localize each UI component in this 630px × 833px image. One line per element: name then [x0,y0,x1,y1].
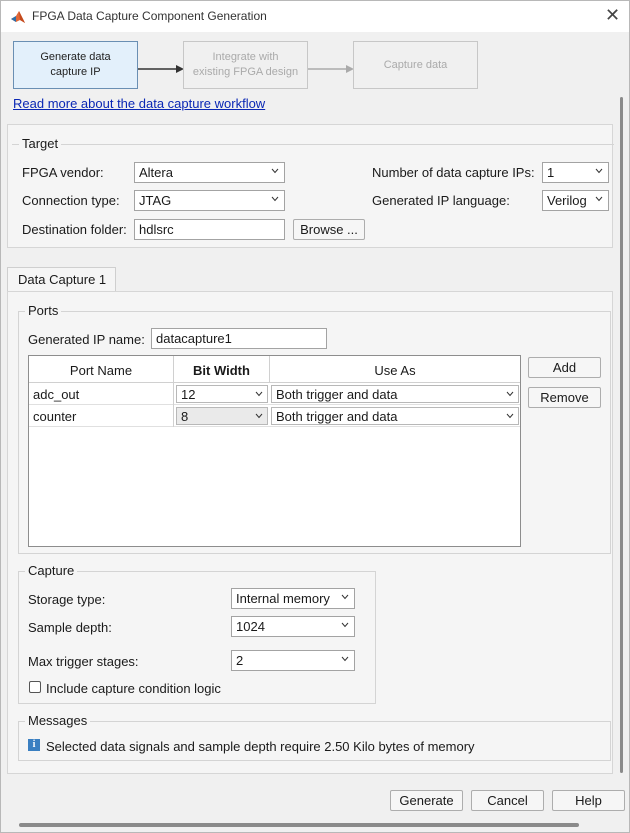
column-header-use-as[interactable]: Use As [270,356,520,383]
chevron-down-icon [506,412,514,420]
num-ips-dropdown[interactable] [542,162,609,183]
chevron-down-icon [255,390,263,398]
messages-text: Selected data signals and sample depth require 2.50 Kilo bytes of memory [46,739,475,754]
chevron-down-icon [341,621,349,629]
port-name-cell: counter [29,405,174,427]
workflow-help-link[interactable]: Read more about the data capture workflow [13,96,266,111]
ip-name-field[interactable]: datacapture1 [151,328,327,349]
connection-type-dropdown[interactable] [134,190,285,211]
target-group-label: Target [19,136,61,151]
use-as-value: Both trigger and data [276,387,398,402]
chevron-down-icon [341,655,349,663]
port-name-cell: adc_out [29,383,174,405]
storage-type-label: Storage type: [28,592,106,607]
messages-group-label: Messages [25,713,90,728]
num-ips-value: 1 [547,165,555,180]
connection-type-label: Connection type: [22,193,120,208]
cancel-button[interactable]: Cancel [471,790,544,811]
scrollbar-thumb[interactable] [620,97,623,773]
chevron-down-icon [271,167,279,175]
bit-width-dropdown[interactable] [176,407,268,425]
storage-type-dropdown[interactable] [231,588,355,609]
ip-language-label: Generated IP language: [372,193,510,208]
ip-language-dropdown[interactable] [542,190,609,211]
column-header-port-name[interactable]: Port Name [29,356,174,383]
max-trigger-dropdown[interactable] [231,650,355,671]
connection-type-value: JTAG [139,193,172,208]
workflow-area [1,32,619,124]
max-trigger-value: 2 [236,653,244,668]
info-icon: i [28,739,40,751]
bit-width-value: 12 [181,387,196,402]
sample-depth-label: Sample depth: [28,620,112,635]
arrow-right-icon [138,64,184,74]
title-bar [1,1,629,32]
ports-table [28,355,521,547]
chevron-down-icon [595,195,603,203]
target-panel [7,124,613,248]
vertical-scrollbar[interactable] [619,97,625,773]
fpga-vendor-dropdown[interactable] [134,162,285,183]
close-icon[interactable]: ✕ [605,5,621,25]
table-row[interactable] [29,383,520,405]
step-generate-ip: Generate data capture IP [13,41,138,89]
generate-button[interactable]: Generate [390,790,463,811]
destination-folder-field[interactable]: hdlsrc [134,219,285,240]
sample-depth-value: 1024 [236,619,265,634]
step-capture-data: Capture data [353,41,478,89]
max-trigger-label: Max trigger stages: [28,654,139,669]
matlab-logo-icon [10,9,26,25]
include-condition-label: Include capture condition logic [46,681,221,696]
fpga-vendor-value: Altera [139,165,173,180]
ip-language-value: Verilog [547,193,587,208]
destination-folder-label: Destination folder: [22,222,127,237]
window-title: FPGA Data Capture Component Generation [32,9,267,23]
chevron-down-icon [341,593,349,601]
chevron-down-icon [255,412,263,420]
step-integrate: Integrate with existing FPGA design [183,41,308,89]
use-as-dropdown[interactable] [271,407,519,425]
use-as-value: Both trigger and data [276,409,398,424]
bit-width-value: 8 [181,409,189,424]
table-row[interactable] [29,405,520,427]
remove-port-button[interactable]: Remove [528,387,601,408]
ip-name-label: Generated IP name: [28,332,145,347]
fpga-vendor-label: FPGA vendor: [22,165,104,180]
num-ips-label: Number of data capture IPs: [372,165,535,180]
use-as-dropdown[interactable] [271,385,519,403]
add-port-button[interactable]: Add [528,357,601,378]
horizontal-scrollbar[interactable] [19,823,579,827]
arrow-right-icon [308,64,354,74]
storage-type-value: Internal memory [236,591,330,606]
help-button[interactable]: Help [552,790,625,811]
ports-group-label: Ports [25,303,61,318]
column-header-bit-width[interactable]: Bit Width [174,356,270,383]
tab-data-capture-1[interactable]: Data Capture 1 [7,267,116,292]
chevron-down-icon [506,390,514,398]
browse-button[interactable]: Browse ... [293,219,365,240]
chevron-down-icon [271,195,279,203]
capture-group-label: Capture [25,563,77,578]
bit-width-dropdown[interactable] [176,385,268,403]
chevron-down-icon [595,167,603,175]
include-condition-checkbox[interactable] [29,681,41,693]
sample-depth-dropdown[interactable] [231,616,355,637]
